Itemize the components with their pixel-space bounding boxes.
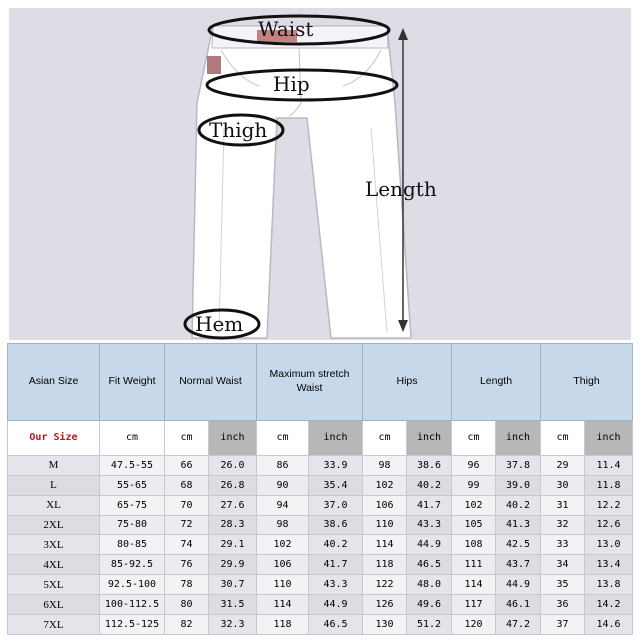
cell-length-inch: 43.7 [496,555,541,575]
table-row [8,515,633,535]
cell-hips-cm: 118 [363,555,407,575]
unit-cm: cm [452,420,496,455]
cell-thigh-cm: 29 [541,455,585,475]
cell-fit-weight: 47.5-55 [100,455,165,475]
cell-max-waist-cm: 110 [257,575,309,595]
cell-thigh-inch: 13.0 [585,535,633,555]
cell-waist-cm: 72 [165,515,209,535]
cell-waist-inch: 26.8 [209,475,257,495]
unit-inch: inch [309,420,363,455]
cell-hips-cm: 126 [363,595,407,615]
waist-label: Waist [258,17,314,41]
cell-fit-weight: 112.5-125 [100,615,165,635]
cell-max-waist-inch: 40.2 [309,535,363,555]
cell-thigh-inch: 12.6 [585,515,633,535]
cell-hips-inch: 48.0 [407,575,452,595]
cell-max-waist-inch: 38.6 [309,515,363,535]
unit-inch: inch [585,420,633,455]
length-label: Length [365,177,437,201]
unit-cm: cm [100,420,165,455]
cell-thigh-cm: 34 [541,555,585,575]
size-table-container [7,343,632,635]
table-units-row [8,420,633,455]
cell-fit-weight: 80-85 [100,535,165,555]
cell-thigh-cm: 35 [541,575,585,595]
cell-length-inch: 40.2 [496,495,541,515]
unit-cm: cm [363,420,407,455]
cell-waist-inch: 31.5 [209,595,257,615]
header-asian-size: Asian Size [8,344,100,421]
cell-max-waist-cm: 102 [257,535,309,555]
header-length: Length [452,344,541,421]
cell-max-waist-cm: 118 [257,615,309,635]
cell-hips-inch: 43.3 [407,515,452,535]
header-fit-weight: Fit Weight [100,344,165,421]
cell-hips-cm: 114 [363,535,407,555]
cell-fit-weight: 65-75 [100,495,165,515]
unit-inch: inch [209,420,257,455]
table-row [8,615,633,635]
cell-length-inch: 39.0 [496,475,541,495]
cell-max-waist-cm: 106 [257,555,309,575]
cell-hips-cm: 98 [363,455,407,475]
length-arrow-top [398,28,408,40]
cell-hips-cm: 130 [363,615,407,635]
cell-max-waist-inch: 41.7 [309,555,363,575]
thigh-label: Thigh [209,118,268,142]
cell-waist-inch: 29.9 [209,555,257,575]
cell-thigh-cm: 37 [541,615,585,635]
cell-length-cm: 99 [452,475,496,495]
cell-max-waist-cm: 98 [257,515,309,535]
cell-max-waist-inch: 44.9 [309,595,363,615]
header-max-stretch-waist: Maximum stretch Waist [257,344,363,421]
cell-hips-inch: 44.9 [407,535,452,555]
table-row [8,475,633,495]
unit-inch: inch [407,420,452,455]
cell-length-inch: 41.3 [496,515,541,535]
cell-thigh-cm: 30 [541,475,585,495]
cell-thigh-cm: 31 [541,495,585,515]
cell-waist-cm: 80 [165,595,209,615]
cell-length-inch: 37.8 [496,455,541,475]
cell-fit-weight: 100-112.5 [100,595,165,615]
cell-thigh-inch: 13.4 [585,555,633,575]
cell-hips-inch: 41.7 [407,495,452,515]
cell-max-waist-inch: 37.0 [309,495,363,515]
cell-fit-weight: 92.5-100 [100,575,165,595]
cell-length-cm: 108 [452,535,496,555]
cell-length-inch: 46.1 [496,595,541,615]
cell-hips-inch: 51.2 [407,615,452,635]
cell-size: 4XL [8,555,100,575]
unit-inch: inch [496,420,541,455]
cell-hips-cm: 102 [363,475,407,495]
table-row [8,455,633,475]
table-header-row [8,344,633,421]
table-row [8,495,633,515]
cell-hips-inch: 40.2 [407,475,452,495]
cell-size: 7XL [8,615,100,635]
cell-max-waist-inch: 33.9 [309,455,363,475]
cell-thigh-inch: 14.6 [585,615,633,635]
cell-fit-weight: 85-92.5 [100,555,165,575]
cell-waist-cm: 70 [165,495,209,515]
cell-max-waist-cm: 94 [257,495,309,515]
cell-waist-inch: 29.1 [209,535,257,555]
cell-max-waist-inch: 46.5 [309,615,363,635]
table-row [8,555,633,575]
cell-thigh-inch: 13.8 [585,575,633,595]
header-hips: Hips [363,344,452,421]
cell-max-waist-cm: 114 [257,595,309,615]
cell-length-inch: 44.9 [496,575,541,595]
cell-thigh-cm: 33 [541,535,585,555]
cell-waist-cm: 66 [165,455,209,475]
cell-thigh-inch: 11.4 [585,455,633,475]
pants-diagram [9,8,631,340]
cell-hips-cm: 106 [363,495,407,515]
cell-waist-cm: 68 [165,475,209,495]
cell-size: 6XL [8,595,100,615]
cell-waist-inch: 30.7 [209,575,257,595]
cell-max-waist-cm: 90 [257,475,309,495]
cell-hips-inch: 46.5 [407,555,452,575]
hem-label: Hem [195,312,244,336]
cell-length-cm: 105 [452,515,496,535]
cell-max-waist-inch: 43.3 [309,575,363,595]
cell-thigh-inch: 14.2 [585,595,633,615]
cell-size: 2XL [8,515,100,535]
cell-fit-weight: 75-80 [100,515,165,535]
cell-waist-inch: 26.0 [209,455,257,475]
cell-thigh-cm: 36 [541,595,585,615]
cell-waist-cm: 74 [165,535,209,555]
cell-length-cm: 111 [452,555,496,575]
cell-fit-weight: 55-65 [100,475,165,495]
cell-waist-cm: 82 [165,615,209,635]
cell-length-inch: 42.5 [496,535,541,555]
cell-size: 3XL [8,535,100,555]
cell-hips-inch: 49.6 [407,595,452,615]
cell-length-cm: 102 [452,495,496,515]
cell-waist-inch: 32.3 [209,615,257,635]
cell-waist-inch: 27.6 [209,495,257,515]
header-thigh: Thigh [541,344,633,421]
cell-length-cm: 96 [452,455,496,475]
cell-size: XL [8,495,100,515]
cell-thigh-inch: 11.8 [585,475,633,495]
cell-size: 5XL [8,575,100,595]
table-row [8,595,633,615]
unit-cm: cm [165,420,209,455]
table-row [8,535,633,555]
cell-length-cm: 114 [452,575,496,595]
pants-illustration [9,8,631,340]
cell-thigh-inch: 12.2 [585,495,633,515]
cell-size: M [8,455,100,475]
unit-cm: cm [257,420,309,455]
cell-max-waist-inch: 35.4 [309,475,363,495]
pocket-tag [207,56,221,74]
cell-waist-cm: 78 [165,575,209,595]
header-normal-waist: Normal Waist [165,344,257,421]
cell-hips-cm: 122 [363,575,407,595]
cell-length-cm: 117 [452,595,496,615]
cell-length-cm: 120 [452,615,496,635]
size-table [7,343,633,635]
unit-cm: cm [541,420,585,455]
cell-hips-inch: 38.6 [407,455,452,475]
cell-thigh-cm: 32 [541,515,585,535]
cell-waist-cm: 76 [165,555,209,575]
cell-max-waist-cm: 86 [257,455,309,475]
cell-length-inch: 47.2 [496,615,541,635]
table-row [8,575,633,595]
cell-hips-cm: 110 [363,515,407,535]
cell-size: L [8,475,100,495]
our-size-label: Our Size [8,420,100,455]
cell-waist-inch: 28.3 [209,515,257,535]
hip-label: Hip [273,72,310,96]
